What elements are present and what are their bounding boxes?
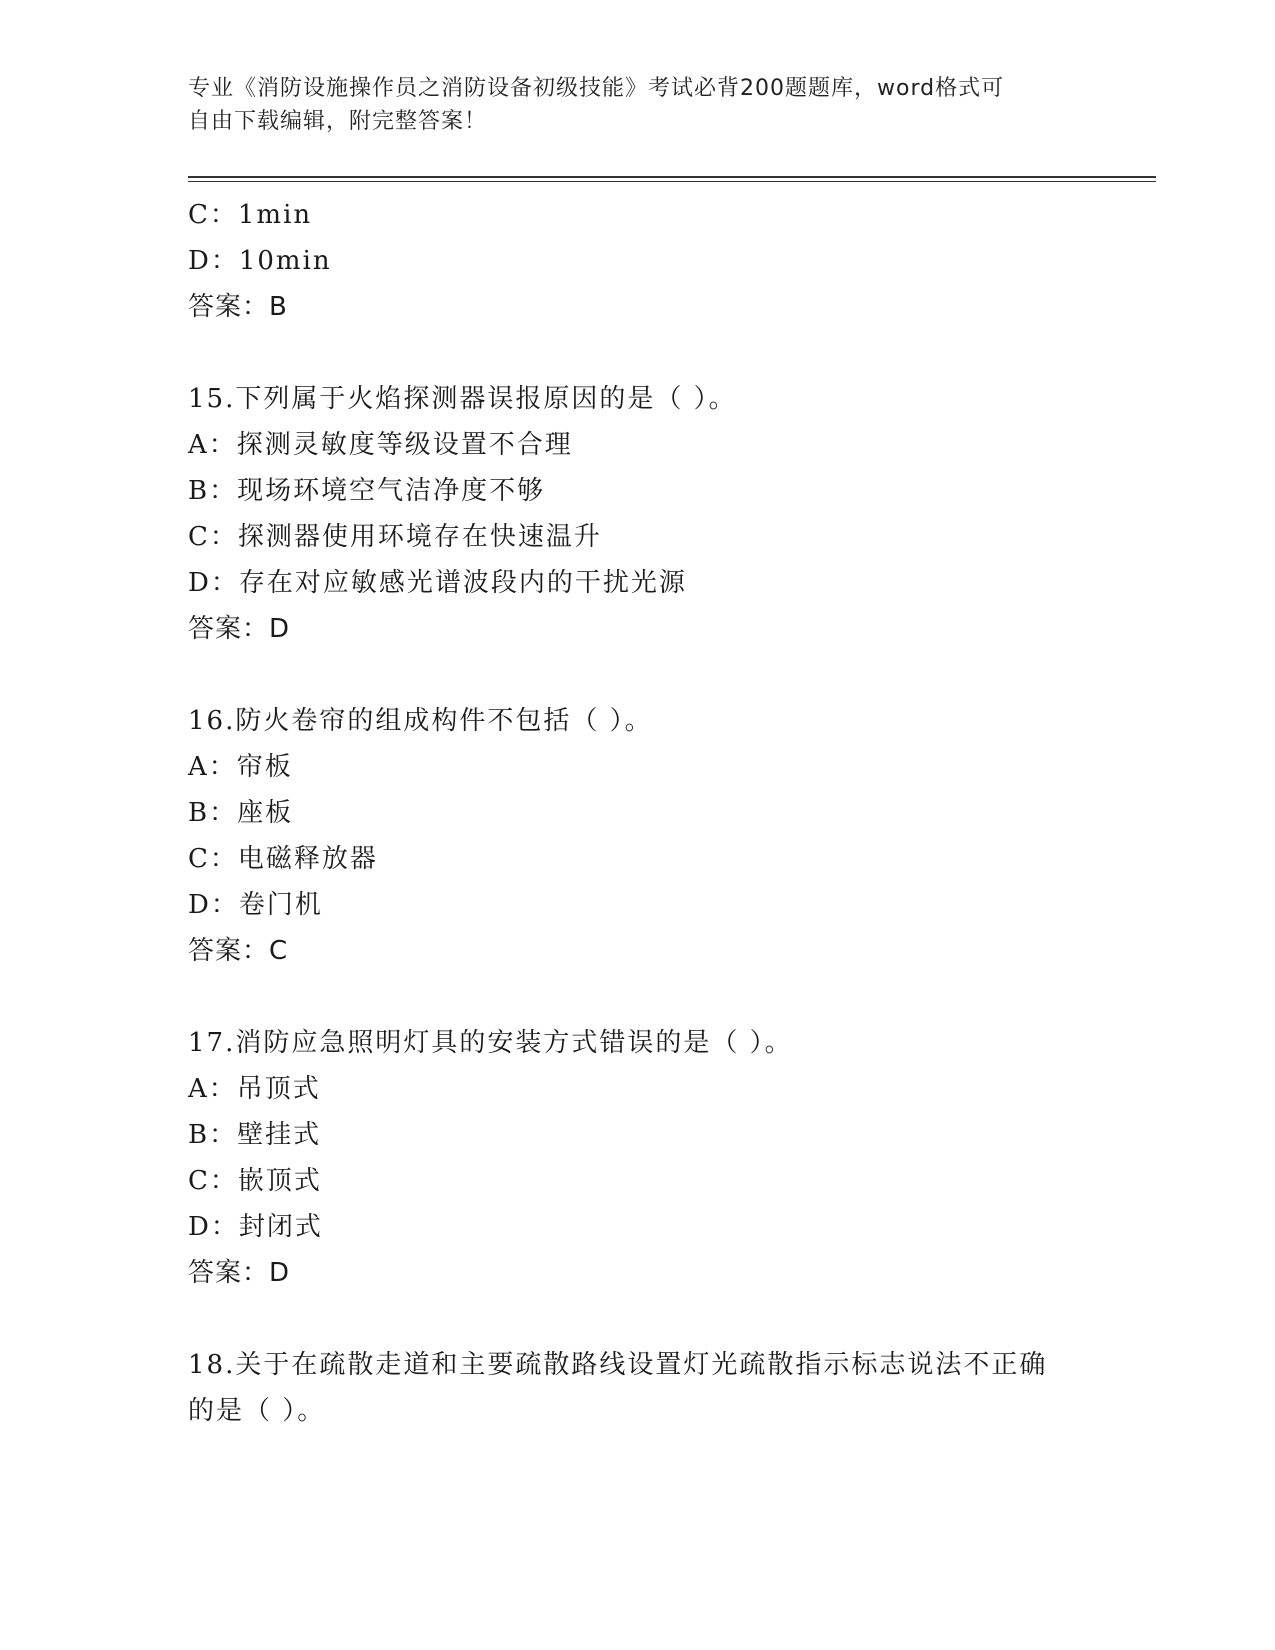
answer-line: 答案：B: [188, 292, 288, 322]
question-stem-continued: 的是（ ）。: [188, 1396, 326, 1426]
question-18: [188, 1342, 1088, 1434]
header-line-1: 专业《消防设施操作员之消防设备初级技能》考试必背200题题库，word格式可: [188, 76, 1005, 101]
question-stem: 18.关于在疏散走道和主要疏散路线设置灯光疏散指示标志说法不正确: [188, 1350, 1048, 1380]
option-d: D：10min: [188, 246, 332, 276]
question-stem: 16.防火卷帘的组成构件不包括（ ）。: [188, 706, 653, 736]
previous-question-tail: [188, 192, 1088, 330]
answer-line: 答案：D: [188, 1258, 291, 1288]
option-a: A：吊顶式: [188, 1074, 321, 1104]
option-b: B：壁挂式: [188, 1120, 322, 1150]
option-c: C：电磁释放器: [188, 844, 378, 874]
option-d: D：封闭式: [188, 1212, 323, 1242]
option-d: D：存在对应敏感光谱波段内的干扰光源: [188, 568, 687, 598]
answer-line: 答案：D: [188, 614, 291, 644]
option-a: A：探测灵敏度等级设置不合理: [188, 430, 573, 460]
header-line-2: 自由下载编辑，附完整答案！: [188, 109, 488, 134]
document-header: [188, 72, 1068, 138]
option-b: B：现场环境空气洁净度不够: [188, 476, 546, 506]
option-c: C：探测器使用环境存在快速温升: [188, 522, 602, 552]
question-stem: 15.下列属于火焰探测器误报原因的是（ ）。: [188, 384, 737, 414]
option-c: C：1min: [188, 200, 313, 230]
option-b: B：座板: [188, 798, 294, 828]
header-divider-thin: [188, 181, 1156, 182]
question-16: [188, 698, 1088, 974]
question-15: [188, 376, 1088, 652]
option-a: A：帘板: [188, 752, 293, 782]
question-list: [188, 192, 1088, 1434]
question-17: [188, 1020, 1088, 1296]
question-stem: 17.消防应急照明灯具的安装方式错误的是（ ）。: [188, 1028, 793, 1058]
header-divider: [188, 176, 1156, 178]
answer-line: 答案：C: [188, 936, 289, 966]
option-c: C：嵌顶式: [188, 1166, 322, 1196]
option-d: D：卷门机: [188, 890, 323, 920]
